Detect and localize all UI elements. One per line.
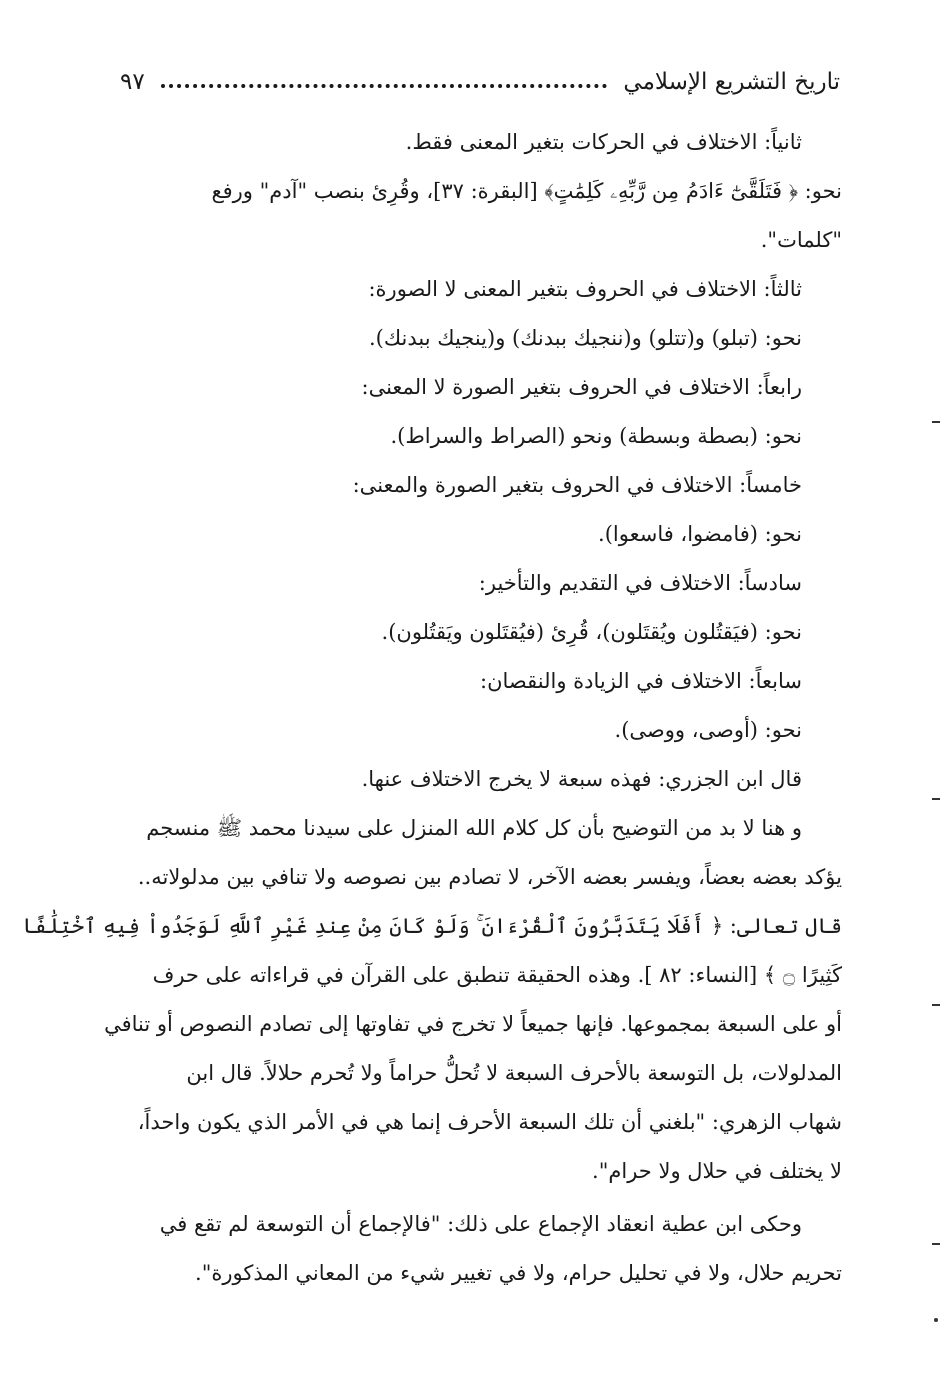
margin-mark [932, 1004, 940, 1006]
text-line: نحو: (فيَقتُلون ويُقتَلون)، قُرِئ (فيُقتَلون ويَقتُلون). [381, 620, 802, 644]
text-line: نحو: ﴿ فَتَلَقَّىٰٓ ءَادَمُ مِن رَّبِّهِۦ كَلِمَٰتٍ﴾ [البقرة: ٣٧]، وقُرِئ بنصب "آدم" ورفع [211, 179, 842, 203]
margin-mark [932, 798, 940, 800]
margin-mark [932, 421, 940, 423]
text-line: سادساً: الاختلاف في التقديم والتأخير: [478, 571, 802, 595]
text-line: قال تعالى: ﴿ أَفَلَا يَتَدَبَّرُونَ ٱلْقُرْءَانَ ۚ وَلَوْ كَانَ مِنْ عِندِ غَيْرِ ٱللَّهِ لَوَجَدُواْ فِيهِ ٱخْتِلَٰفًا [22, 914, 842, 938]
text-line: ثانياً: الاختلاف في الحركات بتغير المعنى فقط. [405, 130, 802, 154]
text-line: يؤكد بعضه بعضاً، ويفسر بعضه الآخر، لا تصادم بين نصوصه ولا تنافي بين مدلولاته.. [137, 865, 842, 889]
text-line: قال ابن الجزري: فهذه سبعة لا يخرج الاختلاف عنها. [361, 767, 802, 791]
text-line: شهاب الزهري: "بلغني أن تلك السبعة الأحرف إنما هي في الأمر الذي يكون واحداً، [137, 1110, 842, 1134]
text-line: خامساً: الاختلاف في الحروف بتغير الصورة والمعنى: [352, 473, 802, 497]
text-line: وحكى ابن عطية انعقاد الإجماع على ذلك: "فالإجماع أن التوسعة لم تقع في [159, 1212, 802, 1236]
page-number: ٩٧ [120, 69, 145, 95]
text-line: رابعاً: الاختلاف في الحروف بتغير الصورة لا المعنى: [361, 375, 802, 399]
text-line: نحو: (فامضوا، فاسعوا). [598, 522, 802, 546]
text-line: سابعاً: الاختلاف في الزيادة والنقصان: [480, 669, 802, 693]
text-line: نحو: (بصطة وبسطة) ونحو (الصراط والسراط). [390, 424, 802, 448]
text-line: "كلمات". [760, 228, 842, 252]
text-line: نحو: (تبلو) و(تتلو) و(ننجيك ببدنك) و(ينجيك ببدنك). [368, 326, 802, 350]
text-line: تحريم حلال، ولا في تحليل حرام، ولا في تغيير شيء من المعاني المذكورة". [195, 1261, 842, 1285]
text-line: المدلولات، بل التوسعة بالأحرف السبعة لا تُحلُّ حراماً ولا تُحرم حلالاً. قال ابن [186, 1061, 842, 1085]
page-body [22, 118, 842, 1298]
text-line: أو على السبعة بمجموعها. فإنها جميعاً لا تخرج في تفاوتها إلى تصادم النصوص أو تنافي [104, 1012, 842, 1036]
header-dot-leader [161, 84, 608, 88]
text-line: ثالثاً: الاختلاف في الحروف بتغير المعنى لا الصورة: [368, 277, 802, 301]
margin-dot [934, 1318, 938, 1322]
header-title: تاريخ التشريع الإسلامي [623, 69, 840, 95]
text-line: لا يختلف في حلال ولا حرام". [592, 1159, 842, 1183]
text-line: كَثِيرًا ۝ ﴾ [النساء: ٨٢ ]. وهذه الحقيقة تنطبق على القرآن في قراءاته على حرف [152, 963, 842, 987]
margin-mark [932, 1243, 940, 1245]
running-header [120, 60, 840, 104]
text-line: نحو: (أوصى، ووصى). [614, 718, 802, 742]
text-line: و هنا لا بد من التوضيح بأن كل كلام الله المنزل على سيدنا محمد ﷺ منسجم [146, 816, 802, 840]
